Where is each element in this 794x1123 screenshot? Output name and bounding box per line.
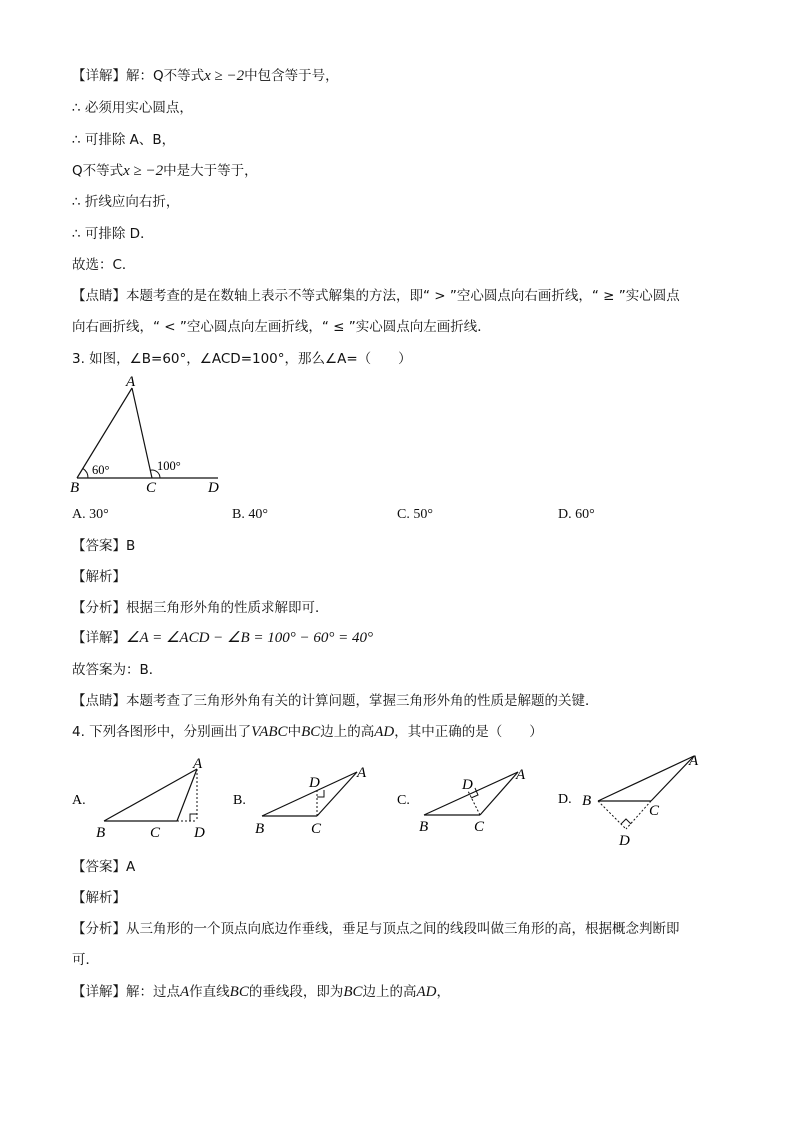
segment-bc: BC bbox=[229, 984, 249, 1000]
vertex-a-label: A bbox=[193, 756, 203, 772]
xj-text: 【详解】解：过点 bbox=[72, 984, 180, 1000]
vertex-c-label: C bbox=[311, 821, 322, 837]
angle-c-label: 100° bbox=[157, 459, 181, 473]
stem-text: ，其中正确的是（ ） bbox=[394, 724, 543, 740]
xj-text: 作直线 bbox=[189, 984, 230, 1000]
detail-line-4 bbox=[72, 162, 258, 180]
option-d-label: D. bbox=[558, 792, 572, 807]
vertex-c-label: C bbox=[146, 480, 157, 496]
q3-option-b: B. 40° bbox=[232, 507, 268, 522]
q4-stem bbox=[72, 723, 543, 741]
q4-figure-a bbox=[60, 755, 220, 845]
stem-text: 4. 下列各图形中，分别画出了 bbox=[72, 724, 252, 740]
q3-option-d: D. 60° bbox=[558, 507, 595, 522]
stem-text: 中 bbox=[287, 724, 302, 740]
dianjing-line-1: 【点睛】本题考查的是在数轴上表示不等式解集的方法，即“ > ”空心圆点向右画折线，“ ≥ ”实心圆点 bbox=[72, 288, 680, 304]
vertex-d-label: D bbox=[194, 825, 205, 841]
q3-triangle-figure bbox=[60, 372, 230, 496]
q3-xiangjie bbox=[72, 629, 373, 647]
vertex-b-label: B bbox=[70, 480, 80, 496]
vertex-b-label: B bbox=[582, 793, 592, 809]
detail-line-6: ∴ 可排除 D． bbox=[72, 226, 154, 242]
vertex-d-label: D bbox=[309, 775, 320, 791]
vertex-b-label: B bbox=[255, 821, 265, 837]
q4-answer: 【答案】A bbox=[72, 859, 136, 875]
detail-line-2: ∴ 必须用实心圆点， bbox=[72, 100, 193, 116]
q4-analysis-head: 【解析】 bbox=[72, 890, 126, 906]
vertex-b-label: B bbox=[96, 825, 106, 841]
q3-fenxi: 【分析】根据三角形外角的性质求解即可． bbox=[72, 600, 329, 616]
q3-option-a: A. 30° bbox=[72, 507, 109, 522]
xj-text: 边上的高 bbox=[362, 984, 417, 1000]
vertex-a-label: A bbox=[126, 374, 136, 390]
option-b-label: B. bbox=[233, 793, 246, 808]
segment-ad: AD bbox=[374, 724, 395, 740]
vertex-d-label: D bbox=[208, 480, 219, 496]
option-c-label: C. bbox=[397, 793, 410, 808]
q3-analysis-head: 【解析】 bbox=[72, 569, 126, 585]
vertex-a-label: A bbox=[357, 765, 367, 781]
vertex-a-label: A bbox=[516, 767, 526, 783]
inequality-expr: x ≥ −2 bbox=[204, 68, 245, 84]
xiangjie-label: 【详解】 bbox=[72, 630, 126, 646]
detail-line-1 bbox=[72, 67, 339, 85]
detail-text: 【详解】解：Q不等式 bbox=[72, 68, 205, 84]
segment-ad: AD bbox=[416, 984, 437, 1000]
q3-stem: 3. 如图，∠B=60°，∠ACD=100°，那么∠A=（ ） bbox=[72, 351, 412, 367]
q4-figure-b bbox=[225, 755, 375, 845]
q4-xiangjie bbox=[72, 983, 450, 1001]
vertex-c-label: C bbox=[150, 825, 161, 841]
vertex-c-label: C bbox=[474, 819, 485, 835]
stem-text: 边上的高 bbox=[320, 724, 375, 740]
xiangjie-expr: ∠A = ∠ACD − ∠B = 100° − 60° = 40° bbox=[126, 630, 374, 646]
q3-conclusion: 故答案为：B． bbox=[72, 662, 163, 678]
q3-option-c: C. 50° bbox=[397, 507, 433, 522]
vertex-b-label: B bbox=[419, 819, 429, 835]
angle-b-label: 60° bbox=[92, 463, 110, 477]
q3-answer: 【答案】B bbox=[72, 538, 136, 554]
q4-figure-d bbox=[548, 745, 718, 855]
detail-line-7: 故选：C． bbox=[72, 257, 136, 273]
point-a: A bbox=[180, 984, 190, 1000]
triangle-symbol: VABC bbox=[251, 724, 288, 740]
detail-text: 中是大于等于， bbox=[163, 163, 258, 179]
q3-dianjing: 【点睛】本题考查了三角形外角有关的计算问题，掌握三角形外角的性质是解题的关键． bbox=[72, 693, 599, 709]
detail-text: Q不等式 bbox=[72, 163, 124, 179]
vertex-a-label: A bbox=[689, 753, 699, 769]
dianjing-line-2: 向右画折线，“ < ”空心圆点向左画折线，“ ≤ ”实心圆点向左画折线． bbox=[72, 319, 491, 335]
inequality-expr: x ≥ −2 bbox=[123, 163, 164, 179]
detail-line-5: ∴ 折线应向右折， bbox=[72, 194, 180, 210]
vertex-d-label: D bbox=[619, 833, 630, 849]
option-a-label: A. bbox=[72, 793, 86, 808]
vertex-d-label: D bbox=[462, 777, 473, 793]
detail-line-3: ∴ 可排除 A、B， bbox=[72, 132, 176, 148]
segment-bc: BC bbox=[343, 984, 363, 1000]
q4-fenxi-line-2: 可． bbox=[72, 952, 99, 968]
q4-figure-c bbox=[388, 755, 538, 845]
detail-text: 中包含等于号， bbox=[244, 68, 339, 84]
q4-fenxi-line-1: 【分析】从三角形的一个顶点向底边作垂线，垂足与顶点之间的线段叫做三角形的高，根据概念判断即 bbox=[72, 921, 680, 937]
vertex-c-label: C bbox=[649, 803, 660, 819]
xj-text: 的垂线段，即为 bbox=[248, 984, 344, 1000]
segment-bc: BC bbox=[301, 724, 321, 740]
xj-text: ， bbox=[436, 984, 451, 1000]
